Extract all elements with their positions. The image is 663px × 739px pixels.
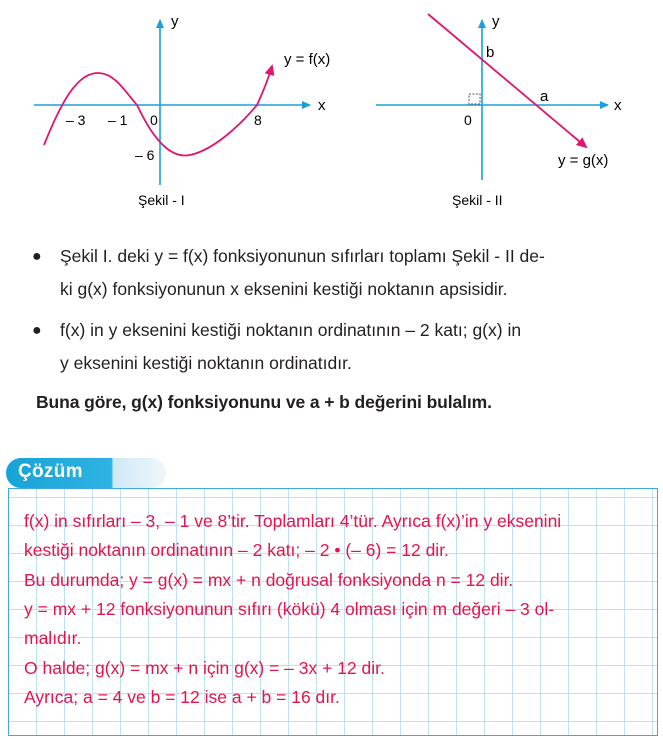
fig2-right-angle-mark bbox=[469, 94, 480, 104]
bullet-2-line-1: f(x) in y eksenini kestiği noktanın ordinatının – 2 katı; g(x) in bbox=[60, 320, 522, 340]
figure-2-graph bbox=[376, 13, 622, 208]
fig2-caption: Şekil - II bbox=[452, 192, 503, 208]
fig1-tick-m6: – 6 bbox=[135, 147, 155, 163]
solution-line-4: y = mx + 12 fonksiyonunun sıfırı (kökü) 4 olması için m değeri – 3 ol- bbox=[24, 599, 555, 619]
solution-label: Çözüm bbox=[18, 461, 83, 482]
solution-tab bbox=[6, 458, 166, 488]
fig2-origin-label: 0 bbox=[464, 112, 472, 128]
fig1-tick-m3: – 3 bbox=[66, 112, 86, 128]
fig2-line-label: y = g(x) bbox=[558, 152, 609, 169]
fig1-tick-m1: – 1 bbox=[108, 112, 128, 128]
fig1-caption: Şekil - I bbox=[138, 192, 185, 208]
fig1-curve-label: y = f(x) bbox=[284, 51, 331, 68]
bullet-dot: ● bbox=[32, 322, 42, 339]
bullet-1-line-2: ki g(x) fonksiyonunun x eksenini kestiği noktanın apsisidir. bbox=[60, 279, 508, 299]
figure-1-graph bbox=[34, 13, 330, 208]
fig2-y-label: y bbox=[492, 13, 500, 30]
question-text: Buna göre, g(x) fonksiyonunu ve a + b değerini bulalım. bbox=[36, 392, 492, 412]
solution-line-1: f(x) in sıfırları – 3, – 1 ve 8’tir. Toplamları 4’tür. Ayrıca f(x)’in y eksenini bbox=[24, 511, 562, 531]
solution-line-6: O halde; g(x) = mx + n için g(x) = – 3x + 12 dir. bbox=[24, 658, 385, 678]
solution-box bbox=[8, 488, 658, 736]
bullet-1-line-1: Şekil I. deki y = f(x) fonksiyonunun sıfırları toplamı Şekil - II de- bbox=[60, 246, 545, 266]
solution-line-3: Bu durumda; y = g(x) = mx + n doğrusal fonksiyonda n = 12 dir. bbox=[24, 570, 514, 590]
fig2-b-label: b bbox=[486, 44, 495, 61]
bullet-2-line-2: y eksenini kestiği noktanın ordinatıdır. bbox=[60, 353, 352, 373]
fig2-x-label: x bbox=[614, 97, 622, 114]
solution-line-5: malıdır. bbox=[24, 628, 82, 648]
bullet-dot: ● bbox=[32, 248, 42, 265]
figures bbox=[0, 0, 663, 230]
fig1-x-label: x bbox=[318, 97, 326, 114]
solution-line-2: kestiği noktanın ordinatının – 2 katı; – 2 • (– 6) = 12 dir. bbox=[24, 540, 449, 560]
fig2-line-g bbox=[428, 14, 586, 147]
solution-line-7: Ayrıca; a = 4 ve b = 12 ise a + b = 16 dır. bbox=[24, 687, 340, 707]
fig1-tick-8: 8 bbox=[254, 112, 262, 128]
fig1-y-label: y bbox=[171, 13, 179, 30]
fig2-a-label: a bbox=[540, 88, 549, 105]
fig1-tick-0: 0 bbox=[150, 112, 158, 128]
fig1-curve-f bbox=[44, 66, 272, 156]
